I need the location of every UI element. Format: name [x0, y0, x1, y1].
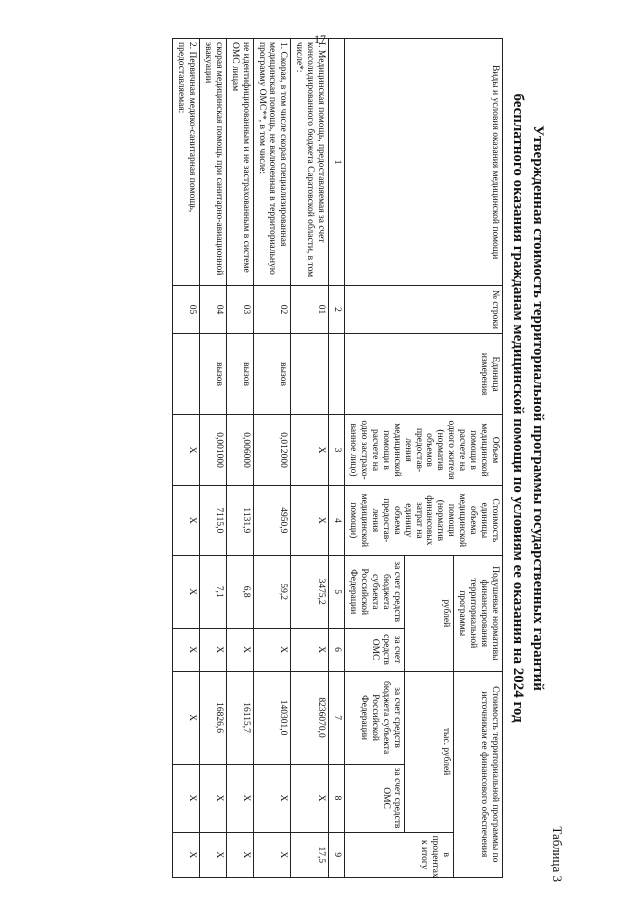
- row-unit: вызов: [226, 333, 253, 415]
- row-name: не идентифицированным и не застрахованным в системе ОМС лицам: [226, 39, 253, 286]
- col-number: 2: [329, 286, 345, 334]
- row-cost: 7115,0: [199, 485, 226, 555]
- header-kind: Виды и условия оказания медицинской помощи: [345, 39, 503, 286]
- row-volume: 0,006000: [226, 415, 253, 485]
- row-no: 05: [173, 286, 200, 334]
- row-no: 02: [253, 286, 291, 334]
- page-number: 17: [314, 32, 326, 46]
- table-row: [291, 39, 329, 878]
- row-percent: X: [173, 832, 200, 877]
- row-tc-budget: 8236070,0: [291, 671, 329, 764]
- title-line-1: Утвержденная стоимость территориальной программы государственных гарантий: [530, 125, 546, 691]
- row-percent: X: [226, 832, 253, 877]
- header-tc-budget: за счет средств бюджета субъекта Российской Федерации: [345, 671, 405, 764]
- row-pc-budget: 6,8: [226, 555, 253, 628]
- header-row-no: № строки: [345, 286, 503, 334]
- row-tc-budget: 16826,6: [199, 671, 226, 764]
- header-row-1: [454, 39, 503, 878]
- row-percent: 17,5: [291, 832, 329, 877]
- header-tc-oms: за счет средств ОМС: [345, 764, 405, 832]
- row-pc-budget: X: [173, 555, 200, 628]
- col-number: 7: [329, 671, 345, 764]
- row-pc-oms: X: [226, 628, 253, 671]
- row-unit: вызов: [199, 333, 226, 415]
- cost-table: [172, 38, 503, 878]
- row-volume: 0,012000: [253, 415, 291, 485]
- row-name: 1. Скорая, в том числе скорая специализированная медицинская помощь, не включенная в территориальную программу ОМС**, в том числе:: [253, 39, 291, 286]
- row-name: скорая медицинская помощь при санитарно-авиационной эвакуации: [199, 39, 226, 286]
- row-percent: X: [199, 832, 226, 877]
- row-tc-oms: X: [173, 764, 200, 832]
- row-unit: вызов: [253, 333, 291, 415]
- row-cost: X: [173, 485, 200, 555]
- header-volume: Объем медицинской помощи в расчете на одного жителя (норматив объемов предостав-ления медицинской помощи в расчете на одно застрахо-ванное лицо): [345, 415, 503, 485]
- col-number: 5: [329, 555, 345, 628]
- row-volume: X: [291, 415, 329, 485]
- table-row: [226, 39, 253, 878]
- rotated-page-content: [145, 28, 565, 888]
- row-cost: 1131,9: [226, 485, 253, 555]
- row-tc-budget: 16115,7: [226, 671, 253, 764]
- row-no: 01: [291, 286, 329, 334]
- column-numbers-row: [329, 39, 345, 878]
- row-pc-oms: X: [199, 628, 226, 671]
- col-number: [329, 333, 345, 415]
- row-tc-budget: 140301,0: [253, 671, 291, 764]
- row-no: 04: [199, 286, 226, 334]
- col-number: 8: [329, 764, 345, 832]
- row-tc-oms: X: [291, 764, 329, 832]
- row-tc-budget: X: [173, 671, 200, 764]
- table-title: [508, 48, 547, 768]
- title-line-2: бесплатного оказания гражданам медицинской помощи по условиям ее оказания на 2024 год: [510, 93, 527, 723]
- row-tc-oms: X: [226, 764, 253, 832]
- row-name: 2. Первичная медико-санитарная помощь, предоставляемая:: [173, 39, 200, 286]
- row-tc-oms: X: [199, 764, 226, 832]
- col-number: 3: [329, 415, 345, 485]
- col-number: 4: [329, 485, 345, 555]
- row-pc-oms: X: [173, 628, 200, 671]
- row-pc-budget: 59,2: [253, 555, 291, 628]
- row-name: I. Медицинская помощь, предоставляемая за счет консолидированного бюджета Саратовской области, в том числе*:: [291, 39, 329, 286]
- header-unit: Единица измерения: [345, 333, 503, 415]
- header-pc-budget: за счет средств бюджета субъекта Российской Федерации: [345, 555, 405, 628]
- header-total-cost: Стоимость территориальной программы по источникам ее финансового обеспечения: [454, 671, 503, 877]
- row-pc-budget: 7,1: [199, 555, 226, 628]
- row-tc-oms: X: [253, 764, 291, 832]
- row-pc-oms: X: [291, 628, 329, 671]
- row-cost: 4950,9: [253, 485, 291, 555]
- row-unit: [291, 333, 329, 415]
- row-volume: X: [173, 415, 200, 485]
- row-pc-oms: X: [253, 628, 291, 671]
- row-unit: [173, 333, 200, 415]
- header-rub: рублей: [404, 555, 454, 671]
- table-row: [199, 39, 226, 878]
- table-row: [173, 39, 200, 878]
- header-per-capita: Подушевые нормативы финансирования территориальной программы: [454, 555, 503, 671]
- header-percent: в процентах к итогу: [345, 832, 454, 877]
- row-no: 03: [226, 286, 253, 334]
- header-cost: Стоимость единицы объема медицинской помощи (норматив финансовых затрат на единицу объема предостав-ления медицинской помощи): [345, 485, 503, 555]
- row-percent: X: [253, 832, 291, 877]
- header-thousand-rub: тыс. рублей: [404, 671, 454, 832]
- table-number: Таблица 3: [550, 826, 565, 882]
- row-cost: X: [291, 485, 329, 555]
- table-row: [253, 39, 291, 878]
- row-volume: 0,001000: [199, 415, 226, 485]
- row-pc-budget: 3475,2: [291, 555, 329, 628]
- header-pc-oms: за счет средств ОМС: [345, 628, 405, 671]
- col-number: 1: [329, 39, 345, 286]
- col-number: 6: [329, 628, 345, 671]
- col-number: 9: [329, 832, 345, 877]
